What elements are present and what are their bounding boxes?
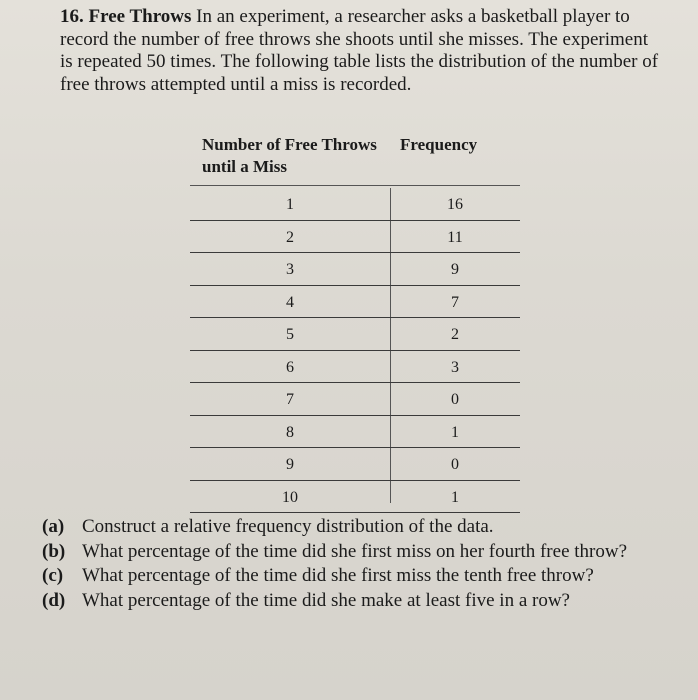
table-row [190,383,520,416]
cell-frequency: 1 [451,488,459,506]
cell-throws: 8 [286,423,294,441]
table-row [190,448,520,481]
part-label: (b) [42,540,66,562]
header-rule [190,185,520,186]
table-row [190,188,520,221]
part-text: What percentage of the time did she first miss on her fourth free throw? [82,540,628,562]
cell-frequency: 2 [451,326,459,343]
cell-throws: 10 [282,488,298,506]
table-row [190,318,520,351]
problem-statement [60,6,660,96]
part-text: What percentage of the time did she first miss the tenth free throw? [82,565,594,586]
cell-frequency: 3 [451,358,459,376]
question-part-c [42,565,682,588]
table-row [190,253,520,286]
part-text: What percentage of the time did she make at least five in a row? [82,589,570,611]
part-label: (d) [42,589,66,611]
part-label: (a) [42,516,65,537]
cell-throws: 3 [286,261,294,278]
problem-title: Free Throws [88,6,192,27]
cell-throws: 1 [286,196,294,213]
table-header [190,132,520,184]
table-row [190,221,520,254]
cell-frequency: 0 [451,456,459,473]
problem-body: In an experiment, a researcher asks a basketball player to record the number of free throws she shoots until she misses. The experiment is repeated 50 times. The following table lists the distribution of the number of free throws attempted until a miss is recorded. [60,6,659,95]
part-text: Construct a relative frequency distribution of the data. [82,516,494,537]
cell-frequency: 0 [451,391,459,408]
cell-frequency: 1 [451,423,459,441]
cell-throws: 9 [286,456,294,473]
table-row [190,481,520,514]
cell-throws: 7 [286,391,294,408]
cell-throws: 5 [286,326,294,343]
table-row [190,416,520,449]
question-part-b [42,541,682,564]
cell-frequency: 11 [447,228,463,246]
cell-throws: 6 [286,358,294,376]
table-row [190,286,520,319]
question-part-d [42,590,682,613]
cell-frequency: 9 [451,261,459,278]
frequency-table [190,132,520,506]
col-header-throws: Number of Free Throws until a Miss [202,135,377,176]
cell-frequency: 7 [451,293,459,311]
table-body [190,188,520,513]
cell-throws: 2 [286,228,294,246]
question-part-a [42,516,682,539]
table-row [190,351,520,384]
cell-throws: 4 [286,293,294,311]
problem-number: 16. [60,6,84,27]
col-header-frequency: Frequency [400,135,478,154]
part-label: (c) [42,565,64,586]
cell-frequency: 16 [447,196,463,213]
question-parts [42,516,682,614]
